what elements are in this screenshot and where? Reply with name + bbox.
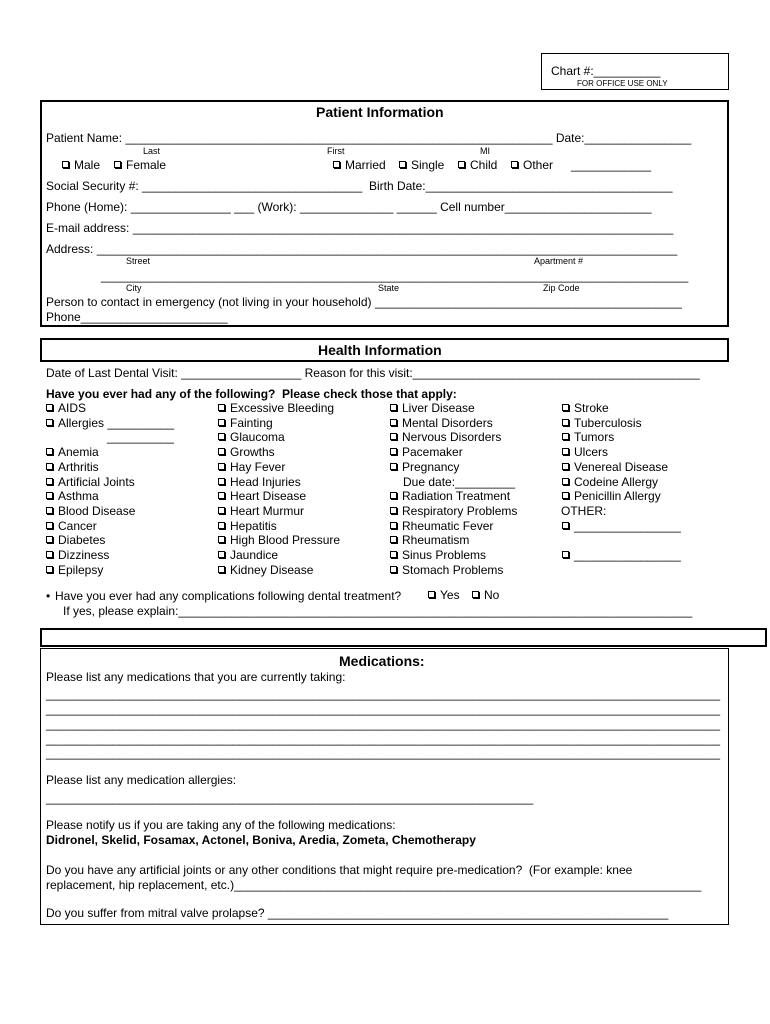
condition-item[interactable] bbox=[562, 548, 681, 562]
condition-label: ________________ bbox=[574, 518, 681, 533]
emergency-contact-field[interactable]: Person to contact in emergency (not living in your household) ______________________________________________ bbox=[46, 295, 682, 309]
condition-label: Excessive Bleeding bbox=[230, 401, 335, 415]
condition-label: Due date:_________ bbox=[403, 474, 516, 489]
condition-item[interactable] bbox=[46, 563, 103, 577]
checkbox-icon bbox=[218, 492, 225, 499]
condition-label: Glaucoma bbox=[230, 430, 285, 445]
condition-item[interactable] bbox=[46, 533, 105, 547]
condition-label: Sinus Problems bbox=[402, 548, 487, 562]
condition-item[interactable] bbox=[390, 489, 510, 503]
condition-label: Mental Disorders bbox=[402, 415, 493, 430]
condition-label: Pacemaker bbox=[402, 445, 463, 460]
condition-item[interactable] bbox=[46, 475, 135, 489]
checkbox-icon bbox=[428, 591, 435, 598]
condition-label: Fainting bbox=[230, 415, 273, 430]
checkbox-icon bbox=[114, 161, 121, 168]
condition-label: Growths bbox=[230, 445, 275, 460]
condition-label: Hay Fever bbox=[230, 459, 286, 474]
condition-label: Kidney Disease bbox=[230, 562, 314, 577]
condition-label: Codeine Allergy bbox=[574, 474, 659, 489]
condition-label: Rheumatic Fever bbox=[402, 518, 494, 533]
condition-item[interactable] bbox=[46, 401, 86, 415]
checkbox-icon bbox=[562, 433, 569, 440]
condition-item[interactable] bbox=[562, 475, 658, 489]
checkbox-icon bbox=[46, 463, 53, 470]
email-field[interactable]: E-mail address: _________________________________________________________________________________ bbox=[46, 221, 674, 235]
condition-label: Arthritis bbox=[58, 459, 99, 474]
condition-label: Blood Disease bbox=[58, 503, 136, 518]
medication-list: Didronel, Skelid, Fosamax, Actonel, Boniva, Aredia, Zometa, Chemotherapy bbox=[46, 833, 476, 847]
medication-allergies-prompt: Please list any medication allergies: bbox=[46, 773, 237, 787]
checkbox-icon bbox=[562, 448, 569, 455]
condition-item[interactable] bbox=[390, 445, 463, 459]
checkbox-icon bbox=[62, 161, 69, 168]
condition-label: Hepatitis bbox=[230, 518, 277, 533]
condition-label: Heart Murmur bbox=[230, 503, 305, 518]
checkbox-icon bbox=[399, 161, 406, 168]
child-checkbox[interactable]: Child bbox=[458, 158, 497, 172]
condition-label: Jaundice bbox=[230, 548, 279, 562]
checkbox-icon bbox=[472, 591, 479, 598]
checkbox-icon bbox=[46, 478, 53, 485]
address-field[interactable]: Address: _______________________________________________________________________________________ bbox=[46, 242, 678, 256]
complications-question: Have you ever had any complications following dental treatment? bbox=[55, 589, 402, 603]
checkbox-icon bbox=[218, 522, 225, 529]
medication-line-4[interactable]: _____________________________________________________________________________________________________ bbox=[46, 732, 721, 746]
condition-label: Head Injuries bbox=[230, 474, 301, 489]
condition-item[interactable] bbox=[46, 445, 99, 459]
condition-label: Cancer bbox=[58, 518, 97, 533]
condition-item[interactable] bbox=[562, 416, 642, 430]
conditions-question: Have you ever had any of the following? Please check those that apply: bbox=[46, 387, 457, 401]
checkbox-icon bbox=[390, 492, 397, 499]
health-info-title: Health Information bbox=[318, 342, 442, 358]
complications-no-checkbox[interactable]: No bbox=[472, 588, 499, 602]
checkbox-icon bbox=[46, 566, 53, 573]
condition-item[interactable] bbox=[562, 401, 609, 415]
condition-item[interactable] bbox=[562, 460, 668, 474]
condition-item bbox=[403, 475, 515, 489]
first-name-caption: First bbox=[327, 146, 345, 156]
checkbox-icon bbox=[458, 161, 465, 168]
condition-item[interactable] bbox=[218, 548, 278, 562]
last-visit-field[interactable]: Date of Last Dental Visit: __________________ Reason for this visit:___________________________________________ bbox=[46, 366, 700, 380]
joints-question-line-1: Do you have any artificial joints or any other conditions that might require pre-medication? (For example: knee bbox=[46, 863, 633, 877]
condition-item[interactable] bbox=[390, 548, 486, 562]
checkbox-icon bbox=[390, 522, 397, 529]
condition-item[interactable] bbox=[218, 460, 285, 474]
checkbox-icon bbox=[390, 419, 397, 426]
checkbox-icon bbox=[562, 463, 569, 470]
condition-label: Penicillin Allergy bbox=[574, 489, 661, 504]
checkbox-icon bbox=[390, 448, 397, 455]
joints-question-line-2[interactable]: replacement, hip replacement, etc.)______________________________________________________________________ bbox=[46, 878, 702, 892]
condition-label: OTHER: bbox=[561, 503, 607, 518]
married-checkbox[interactable]: Married bbox=[333, 158, 386, 172]
condition-item[interactable] bbox=[562, 445, 608, 459]
condition-label: Heart Disease bbox=[230, 489, 307, 504]
checkbox-icon bbox=[390, 507, 397, 514]
medications-title: Medications: bbox=[339, 653, 425, 669]
condition-label: __________ bbox=[107, 430, 174, 445]
condition-item[interactable] bbox=[562, 430, 614, 444]
checkbox-icon bbox=[218, 478, 225, 485]
condition-item[interactable] bbox=[218, 563, 313, 577]
condition-item[interactable] bbox=[390, 563, 503, 577]
checkbox-icon bbox=[390, 463, 397, 470]
condition-label: Respiratory Problems bbox=[402, 503, 518, 518]
phone-field[interactable]: Phone (Home): _______________ ___ (Work): ______________ ______ Cell number______________________ bbox=[46, 200, 652, 214]
condition-label: Tuberculosis bbox=[574, 415, 642, 430]
condition-item[interactable] bbox=[390, 416, 493, 430]
complications-yes-checkbox[interactable]: Yes bbox=[428, 588, 460, 602]
checkbox-icon bbox=[562, 551, 569, 558]
zip-caption: Zip Code bbox=[543, 283, 580, 293]
medication-line-1[interactable]: _____________________________________________________________________________________________________ bbox=[46, 687, 721, 701]
checkbox-icon bbox=[218, 448, 225, 455]
checkbox-icon bbox=[333, 161, 340, 168]
checkbox-icon bbox=[46, 448, 53, 455]
condition-item bbox=[107, 430, 174, 444]
condition-item[interactable] bbox=[390, 519, 493, 533]
condition-label: Epilepsy bbox=[58, 562, 104, 577]
condition-label: Dizziness bbox=[58, 548, 110, 562]
condition-item[interactable] bbox=[218, 475, 301, 489]
checkbox-icon bbox=[46, 507, 53, 514]
condition-item[interactable] bbox=[46, 519, 97, 533]
checkbox-icon bbox=[390, 536, 397, 543]
other-checkbox[interactable]: Other bbox=[511, 158, 553, 172]
section-divider-bar bbox=[40, 628, 767, 647]
checkbox-icon bbox=[46, 419, 53, 426]
checkbox-icon bbox=[46, 492, 53, 499]
condition-item[interactable] bbox=[46, 460, 99, 474]
medication-line-2[interactable]: _____________________________________________________________________________________________________ bbox=[46, 702, 721, 716]
condition-item[interactable] bbox=[46, 416, 174, 430]
checkbox-icon bbox=[562, 492, 569, 499]
complications-explain-field[interactable]: If yes, please explain:_____________________________________________________________________________ bbox=[63, 604, 693, 618]
condition-item[interactable] bbox=[218, 489, 306, 503]
other-blank-field[interactable]: ____________ bbox=[571, 158, 652, 172]
checkbox-icon bbox=[46, 522, 53, 529]
condition-label: Liver Disease bbox=[402, 401, 475, 415]
bullet-icon: • bbox=[46, 589, 51, 603]
city-caption: City bbox=[126, 283, 142, 293]
condition-label: Artificial Joints bbox=[58, 474, 135, 489]
condition-item[interactable] bbox=[218, 519, 277, 533]
checkbox-icon bbox=[562, 419, 569, 426]
checkbox-icon bbox=[218, 433, 225, 440]
condition-item[interactable] bbox=[218, 401, 334, 415]
checkbox-icon bbox=[511, 161, 518, 168]
condition-item[interactable] bbox=[46, 548, 109, 562]
checkbox-icon bbox=[390, 551, 397, 558]
checkbox-icon bbox=[218, 404, 225, 411]
patient-name-field[interactable]: Patient Name: ________________________________________________________________ Date:________________ bbox=[46, 131, 692, 145]
condition-label: Allergies __________ bbox=[58, 415, 175, 430]
condition-label: Diabetes bbox=[58, 533, 106, 548]
ssn-birthdate-field[interactable]: Social Security #: _________________________________ Birth Date:_____________________________________ bbox=[46, 179, 673, 193]
single-checkbox[interactable]: Single bbox=[399, 158, 444, 172]
condition-label: Venereal Disease bbox=[574, 459, 669, 474]
checkbox-icon bbox=[46, 404, 53, 411]
condition-label: Stomach Problems bbox=[402, 562, 504, 577]
checkbox-icon bbox=[218, 463, 225, 470]
condition-label: Pregnancy bbox=[402, 459, 460, 474]
street-caption: Street bbox=[126, 256, 151, 266]
condition-item[interactable] bbox=[46, 504, 135, 518]
condition-item[interactable] bbox=[390, 533, 469, 547]
condition-item[interactable] bbox=[46, 489, 99, 503]
checkbox-icon bbox=[218, 507, 225, 514]
condition-item[interactable] bbox=[390, 401, 475, 415]
checkbox-icon bbox=[390, 404, 397, 411]
condition-item[interactable] bbox=[562, 519, 681, 533]
checkbox-icon bbox=[46, 536, 53, 543]
checkbox-icon bbox=[562, 478, 569, 485]
medication-line-5[interactable]: _____________________________________________________________________________________________________ bbox=[46, 746, 721, 760]
notify-prompt: Please notify us if you are taking any of the following medications: bbox=[46, 818, 396, 832]
condition-item[interactable] bbox=[562, 489, 661, 503]
condition-item[interactable] bbox=[218, 416, 273, 430]
condition-label: Rheumatism bbox=[402, 533, 470, 548]
condition-item[interactable] bbox=[218, 504, 304, 518]
checkbox-icon bbox=[218, 566, 225, 573]
condition-label: Ulcers bbox=[574, 445, 609, 460]
last-name-caption: Last bbox=[143, 146, 161, 156]
checkbox-icon bbox=[390, 566, 397, 573]
address-line-2[interactable]: ________________________________________________________________________________________ bbox=[101, 269, 689, 283]
condition-item[interactable] bbox=[390, 504, 517, 518]
condition-item[interactable] bbox=[390, 430, 501, 444]
patient-info-title: Patient Information bbox=[316, 104, 444, 120]
medication-allergies-line[interactable]: _________________________________________________________________________ bbox=[46, 791, 534, 805]
checkbox-icon bbox=[218, 419, 225, 426]
condition-label: Radiation Treatment bbox=[402, 489, 511, 504]
condition-item[interactable] bbox=[390, 460, 459, 474]
checkbox-icon bbox=[218, 536, 225, 543]
condition-label: Tumors bbox=[574, 430, 615, 445]
condition-item bbox=[561, 504, 606, 518]
condition-label: Stroke bbox=[574, 401, 609, 415]
chart-number-label[interactable]: Chart #:__________ bbox=[551, 64, 661, 78]
state-caption: State bbox=[378, 283, 400, 293]
condition-item[interactable] bbox=[218, 430, 285, 444]
male-checkbox[interactable]: Male bbox=[62, 158, 100, 172]
checkbox-icon bbox=[562, 522, 569, 529]
condition-item[interactable] bbox=[218, 445, 275, 459]
current-medications-prompt: Please list any medications that you are currently taking: bbox=[46, 670, 346, 684]
checkbox-icon bbox=[46, 551, 53, 558]
condition-label: AIDS bbox=[58, 401, 87, 415]
mitral-valve-question[interactable]: Do you suffer from mitral valve prolapse? ____________________________________________________________ bbox=[46, 906, 669, 920]
office-use-note: FOR OFFICE USE ONLY bbox=[577, 79, 668, 88]
female-checkbox[interactable]: Female bbox=[114, 158, 166, 172]
condition-label: Asthma bbox=[58, 489, 99, 504]
mi-caption: MI bbox=[480, 146, 490, 156]
checkbox-icon bbox=[562, 404, 569, 411]
checkbox-icon bbox=[390, 433, 397, 440]
condition-item[interactable] bbox=[218, 533, 340, 547]
condition-label: Nervous Disorders bbox=[402, 430, 502, 445]
apartment-caption: Apartment # bbox=[534, 256, 584, 266]
medication-line-3[interactable]: _____________________________________________________________________________________________________ bbox=[46, 717, 721, 731]
checkbox-icon bbox=[218, 551, 225, 558]
condition-label: ________________ bbox=[574, 548, 681, 562]
emergency-phone-field[interactable]: Phone______________________ bbox=[46, 310, 228, 324]
condition-label: High Blood Pressure bbox=[230, 533, 341, 548]
condition-label: Anemia bbox=[58, 445, 99, 460]
